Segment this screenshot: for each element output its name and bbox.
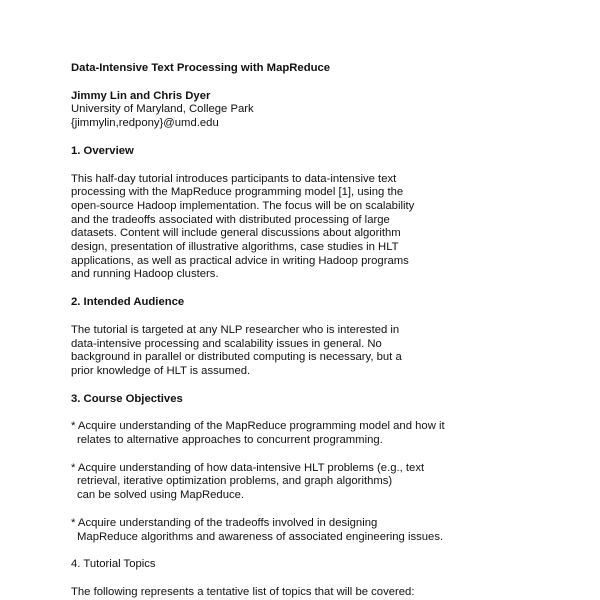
author-block bbox=[71, 90, 471, 131]
paragraph-line: datasets. Content will include general discussions about algorithm bbox=[71, 227, 401, 240]
objective-bullet bbox=[71, 420, 471, 447]
paragraph-line: The tutorial is targeted at any NLP researcher who is interested in bbox=[71, 323, 400, 336]
paragraph-line: The following represents a tentative list of topics that will be covered: bbox=[71, 585, 415, 598]
objective-bullet bbox=[71, 462, 471, 503]
paragraph-line: This half-day tutorial introduces participants to data-intensive text bbox=[71, 172, 397, 185]
paragraph-line: prior knowledge of HLT is assumed. bbox=[71, 364, 251, 377]
paragraph-line: and the tradeoffs associated with distributed processing of large bbox=[71, 213, 390, 226]
section-heading-objectives: 3. Course Objectives bbox=[71, 392, 183, 405]
audience-paragraph bbox=[71, 324, 471, 379]
paragraph-line: open-source Hadoop implementation. The focus will be on scalability bbox=[71, 199, 415, 212]
paragraph-line: background in parallel or distributed computing is necessary, but a bbox=[71, 351, 402, 364]
document-title: Data-Intensive Text Processing with MapReduce bbox=[71, 62, 331, 74]
topics-paragraph bbox=[71, 586, 471, 600]
section-heading-overview: 1. Overview bbox=[71, 144, 134, 157]
paragraph-line: and running Hadoop clusters. bbox=[71, 268, 219, 281]
bullet-line: relates to alternative approaches to concurrent programming. bbox=[77, 434, 383, 447]
document-page bbox=[71, 62, 471, 600]
paragraph-line: applications, as well as practical advice in writing Hadoop programs bbox=[71, 254, 409, 267]
section-heading-topics: 4. Tutorial Topics bbox=[71, 558, 156, 571]
bullet-line: * Acquire understanding of how data-intensive HLT problems (e.g., text bbox=[71, 461, 425, 474]
overview-paragraph bbox=[71, 173, 471, 283]
section-heading-audience: 2. Intended Audience bbox=[71, 296, 185, 309]
bullet-line: can be solved using MapReduce. bbox=[77, 489, 245, 502]
paragraph-line: data-intensive processing and scalability issues in general. No bbox=[71, 337, 382, 350]
author-names: Jimmy Lin and Chris Dyer bbox=[71, 89, 211, 102]
paragraph-line: design, presentation of illustrative algorithms, case studies in HLT bbox=[71, 241, 399, 254]
objective-bullet bbox=[71, 517, 471, 544]
bullet-line: * Acquire understanding of the tradeoffs involved in designing bbox=[71, 516, 378, 529]
paragraph-line: processing with the MapReduce programming model [1], using the bbox=[71, 186, 404, 199]
author-affiliation: University of Maryland, College Park bbox=[71, 103, 254, 116]
bullet-line: retrieval, iterative optimization problems, and graph algorithms) bbox=[77, 475, 393, 488]
author-email: {jimmylin,redpony}@umd.edu bbox=[71, 117, 219, 130]
bullet-line: * Acquire understanding of the MapReduce programming model and how it bbox=[71, 420, 445, 433]
bullet-line: MapReduce algorithms and awareness of associated engineering issues. bbox=[77, 530, 444, 543]
